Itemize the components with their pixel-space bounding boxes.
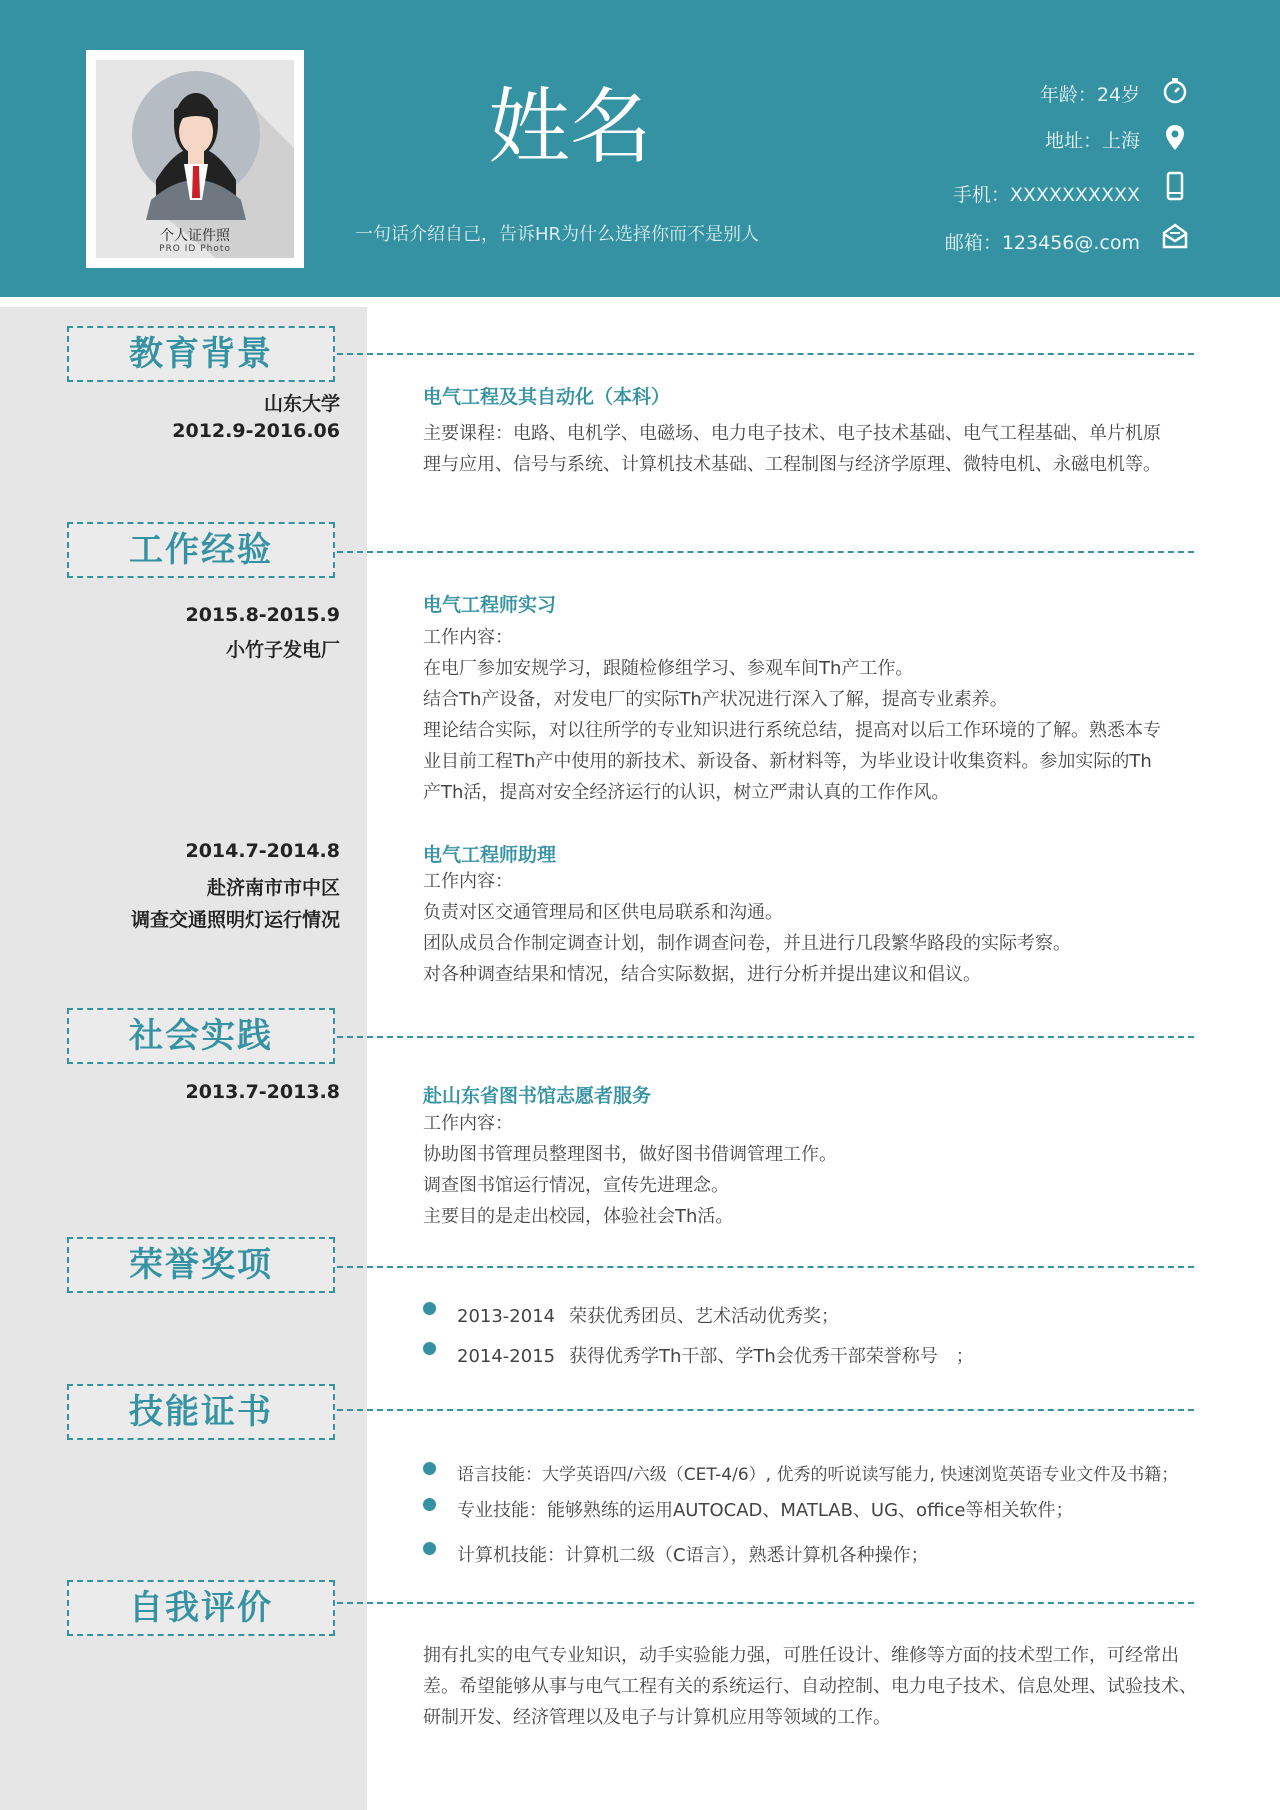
header-banner <box>0 0 1280 297</box>
work-company-detail: 调查交通照明灯运行情况 <box>130 909 340 931</box>
email-text: 邮箱：123456@.com <box>944 232 1140 254</box>
phone-text: 手机：XXXXXXXXXX <box>952 184 1140 206</box>
skill-item: 语言技能：大学英语四/六级（CET-4/6）, 优秀的听说读写能力, 快速浏览英语专业文件及书籍； <box>457 1465 1179 1485</box>
social-period: 2013.7-2013.8 <box>185 1081 340 1103</box>
section-divider <box>337 551 1194 553</box>
work-period: 2015.8-2015.9 <box>185 604 340 626</box>
work-title: 电气工程师助理 <box>423 844 557 866</box>
age-text: 年龄：24岁 <box>1039 84 1140 106</box>
id-photo <box>86 50 304 268</box>
work-description: 工作内容： 在电厂参加安规学习，跟随检修组学习、参观车间Th产工作。 结合Th产设备，对发电厂的实际Th产状况进行深入了解，提高专业素养。 理论结合实际，对以往所学的专业知识进行系统总结，提高对以后工作环境的了解。熟悉本专业目前工程Th产中使用的新技术、新设备、新材料等，为毕业设计收集资料。参加实际的Th产Th活，提高对安全经济运行的认识，树立严肃认真的工作作风。 <box>423 627 1161 803</box>
honor-item: 2014-2015 获得优秀学Th干部、学Th会优秀干部荣誉称号 ； <box>457 1346 974 1367</box>
section-title-education: 教育背景 <box>67 326 335 382</box>
work-company: 小竹子发电厂 <box>225 639 340 661</box>
mobile-phone-icon <box>1160 171 1190 201</box>
education-period: 2012.9-2016.06 <box>172 420 340 442</box>
work-company: 赴济南市市中区 <box>206 877 340 899</box>
work-period: 2014.7-2014.8 <box>185 840 340 862</box>
self-evaluation: 拥有扎实的电气专业知识，动手实验能力强，可胜任设计、维修等方面的技术型工作，可经常出差。希望能够从事与电气工程有关的系统运行、自动控制、电力电子技术、信息处理、试验技术、研制开发、经济管理以及电子与计算机应用等领域的工作。 <box>423 1645 1197 1728</box>
photo-caption-en: PRO ID Photo <box>159 244 231 254</box>
section-title-skills: 技能证书 <box>67 1384 335 1440</box>
social-title: 赴山东省图书馆志愿者服务 <box>423 1085 652 1107</box>
section-title-honors: 荣誉奖项 <box>67 1237 335 1293</box>
work-description: 工作内容： 负责对区交通管理局和区供电局联系和沟通。 团队成员合作制定调查计划，制作调查问卷，并且进行几段繁华路段的实际考察。 对各种调查结果和情况，结合实际数据，进行分析并提出建议和倡议。 <box>423 871 1071 985</box>
section-divider <box>337 1409 1194 1411</box>
tagline: 一句话介绍自己，告诉HR为什么选择你而不是别人 <box>355 224 760 245</box>
section-divider <box>337 1036 1194 1038</box>
skill-item: 计算机技能：计算机二级（C语言），熟悉计算机各种操作； <box>457 1545 929 1566</box>
section-title-self: 自我评价 <box>67 1580 335 1636</box>
section-title-work: 工作经验 <box>67 522 335 578</box>
section-divider <box>337 353 1194 355</box>
section-divider <box>337 1266 1194 1268</box>
honor-item: 2013-2014 荣获优秀团员、艺术活动优秀奖； <box>457 1306 839 1327</box>
bullet-icon <box>423 1542 436 1555</box>
education-major: 电气工程及其自动化（本科） <box>423 386 671 408</box>
candidate-name: 姓名 <box>487 80 652 175</box>
bullet-icon <box>423 1302 436 1315</box>
stopwatch-icon <box>1160 76 1190 106</box>
social-description: 工作内容： 协助图书管理员整理图书，做好图书借调管理工作。 调查图书馆运行情况，宣传先进理念。 主要目的是走出校园，体验社会Th活。 <box>423 1113 837 1227</box>
work-title: 电气工程师实习 <box>423 594 557 616</box>
education-courses: 主要课程：电路、电机学、电磁场、电力电子技术、电子技术基础、电气工程基础、单片机原理与应用、信号与系统、计算机技术基础、工程制图与经济学原理、微特电机、永磁电机等。 <box>423 423 1161 475</box>
email-envelope-icon <box>1160 221 1190 251</box>
bullet-icon <box>423 1498 436 1511</box>
bullet-icon <box>423 1342 436 1355</box>
section-divider <box>337 1602 1194 1604</box>
photo-caption: 个人证件照 <box>160 228 230 244</box>
location-pin-icon <box>1160 123 1190 153</box>
address-text: 地址：上海 <box>1044 130 1140 152</box>
section-title-social: 社会实践 <box>67 1008 335 1064</box>
education-school: 山东大学 <box>263 393 340 415</box>
skill-item: 专业技能：能够熟练的运用AUTOCAD、MATLAB、UG、office等相关软件； <box>457 1500 1074 1521</box>
bullet-icon <box>423 1462 436 1475</box>
